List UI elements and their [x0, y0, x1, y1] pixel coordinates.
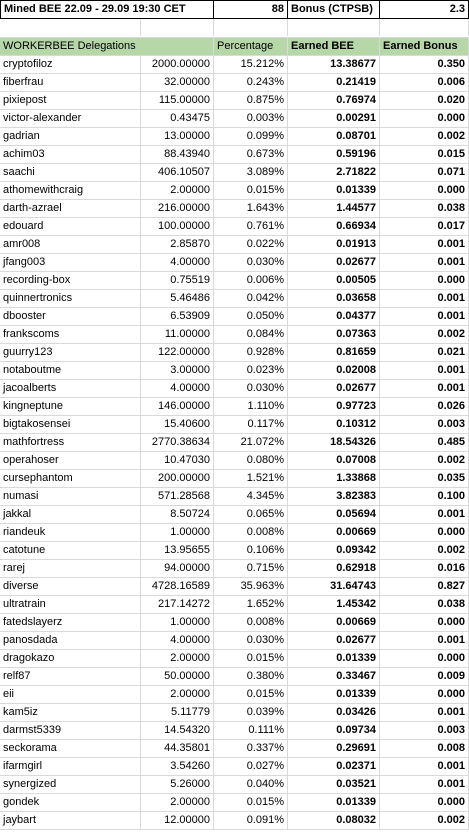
earned-bee-cell[interactable]: 0.97723	[288, 398, 380, 415]
delegator-name-cell[interactable]: ifarmgirl	[0, 758, 141, 775]
earned-bonus-cell[interactable]: 0.000	[380, 614, 469, 631]
earned-bee-cell[interactable]: 1.44577	[288, 200, 380, 217]
table-row	[0, 452, 469, 470]
table-row	[0, 614, 469, 632]
delegation-amount-cell[interactable]: 2.85870	[141, 236, 214, 253]
delegator-name-cell[interactable]: notaboutme	[0, 362, 141, 379]
delegator-name-cell[interactable]: pixiepost	[0, 92, 141, 109]
table-row	[0, 542, 469, 560]
header-percentage[interactable]: Percentage	[214, 38, 288, 55]
table-row	[0, 200, 469, 218]
earned-bonus-cell[interactable]: 0.026	[380, 398, 469, 415]
earned-bonus-cell[interactable]: 0.009	[380, 668, 469, 685]
earned-bonus-cell[interactable]: 0.021	[380, 344, 469, 361]
earned-bee-cell[interactable]: 0.08701	[288, 128, 380, 145]
table-row	[0, 128, 469, 146]
delegation-amount-cell[interactable]: 5.26000	[141, 776, 214, 793]
earned-bonus-cell[interactable]: 0.350	[380, 56, 469, 73]
table-row	[0, 488, 469, 506]
delegation-amount-cell[interactable]: 13.00000	[141, 128, 214, 145]
delegation-amount-cell[interactable]: 50.00000	[141, 668, 214, 685]
delegator-name-cell[interactable]: operahoser	[0, 452, 141, 469]
delegator-name-cell[interactable]: panosdada	[0, 632, 141, 649]
earned-bee-cell[interactable]: 0.03658	[288, 290, 380, 307]
earned-bee-cell[interactable]: 0.10312	[288, 416, 380, 433]
percentage-cell[interactable]: 1.643%	[214, 200, 288, 217]
delegation-amount-cell[interactable]: 2770.38634	[141, 434, 214, 451]
empty-cell[interactable]	[288, 19, 380, 36]
table-row	[0, 74, 469, 92]
percentage-cell[interactable]: 0.015%	[214, 650, 288, 667]
delegation-amount-cell[interactable]: 2.00000	[141, 794, 214, 811]
delegator-name-cell[interactable]: gadrian	[0, 128, 141, 145]
table-row	[0, 344, 469, 362]
percentage-cell[interactable]: 0.715%	[214, 560, 288, 577]
table-row	[0, 398, 469, 416]
earned-bonus-cell[interactable]: 0.015	[380, 146, 469, 163]
earned-bee-cell[interactable]: 3.82383	[288, 488, 380, 505]
delegation-amount-cell[interactable]: 2000.00000	[141, 56, 214, 73]
delegation-amount-cell[interactable]: 88.43940	[141, 146, 214, 163]
earned-bonus-cell[interactable]: 0.002	[380, 128, 469, 145]
earned-bee-cell[interactable]: 0.02677	[288, 632, 380, 649]
percentage-cell[interactable]: 0.022%	[214, 236, 288, 253]
delegation-amount-cell[interactable]: 5.11779	[141, 704, 214, 721]
table-row	[0, 686, 469, 704]
earned-bee-cell[interactable]: 1.45342	[288, 596, 380, 613]
earned-bee-cell[interactable]: 1.33868	[288, 470, 380, 487]
delegation-amount-cell[interactable]: 15.40600	[141, 416, 214, 433]
earned-bee-cell[interactable]: 0.08032	[288, 812, 380, 829]
earned-bonus-cell[interactable]: 0.001	[380, 308, 469, 325]
delegation-amount-cell[interactable]: 406.10507	[141, 164, 214, 181]
percentage-cell[interactable]: 21.072%	[214, 434, 288, 451]
delegation-amount-cell[interactable]: 32.00000	[141, 74, 214, 91]
table-row	[0, 758, 469, 776]
earned-bonus-cell[interactable]: 0.001	[380, 704, 469, 721]
percentage-cell[interactable]: 0.875%	[214, 92, 288, 109]
earned-bee-cell[interactable]: 0.29691	[288, 740, 380, 757]
delegation-amount-cell[interactable]: 14.54320	[141, 722, 214, 739]
percentage-cell[interactable]: 0.008%	[214, 524, 288, 541]
delegator-name-cell[interactable]: dragokazo	[0, 650, 141, 667]
delegator-name-cell[interactable]: jfang003	[0, 254, 141, 271]
delegator-name-cell[interactable]: relf87	[0, 668, 141, 685]
table-row	[0, 524, 469, 542]
percentage-cell[interactable]: 0.065%	[214, 506, 288, 523]
table-row	[0, 326, 469, 344]
table-row	[0, 722, 469, 740]
earned-bonus-cell[interactable]: 0.827	[380, 578, 469, 595]
delegator-name-cell[interactable]: guurry123	[0, 344, 141, 361]
earned-bonus-cell[interactable]: 0.000	[380, 110, 469, 127]
percentage-cell[interactable]: 0.111%	[214, 722, 288, 739]
earned-bonus-cell[interactable]: 0.001	[380, 632, 469, 649]
earned-bee-cell[interactable]: 0.02677	[288, 380, 380, 397]
delegator-name-cell[interactable]: kingneptune	[0, 398, 141, 415]
table-row	[0, 632, 469, 650]
earned-bonus-cell[interactable]: 0.100	[380, 488, 469, 505]
delegator-name-cell[interactable]: kam5iz	[0, 704, 141, 721]
earned-bee-cell[interactable]: 0.04377	[288, 308, 380, 325]
earned-bonus-cell[interactable]: 0.003	[380, 722, 469, 739]
delegation-amount-cell[interactable]: 4.00000	[141, 632, 214, 649]
earned-bee-cell[interactable]: 0.01913	[288, 236, 380, 253]
bonus-label-cell[interactable]: Bonus (CTPSB)	[288, 1, 380, 18]
earned-bee-cell[interactable]: 0.76974	[288, 92, 380, 109]
delegator-name-cell[interactable]: achim03	[0, 146, 141, 163]
earned-bee-cell[interactable]: 31.64743	[288, 578, 380, 595]
percentage-cell[interactable]: 0.673%	[214, 146, 288, 163]
earned-bee-cell[interactable]: 0.07363	[288, 326, 380, 343]
bonus-value-cell[interactable]: 2.3	[380, 1, 469, 18]
earned-bee-cell[interactable]: 0.81659	[288, 344, 380, 361]
delegation-amount-cell[interactable]: 5.46486	[141, 290, 214, 307]
earned-bonus-cell[interactable]: 0.001	[380, 758, 469, 775]
earned-bonus-cell[interactable]: 0.038	[380, 200, 469, 217]
earned-bonus-cell[interactable]: 0.001	[380, 506, 469, 523]
delegation-amount-cell[interactable]: 217.14272	[141, 596, 214, 613]
empty-cell[interactable]	[141, 19, 214, 36]
earned-bee-cell[interactable]: 0.59196	[288, 146, 380, 163]
percentage-cell[interactable]: 0.006%	[214, 272, 288, 289]
delegation-amount-cell[interactable]: 6.53909	[141, 308, 214, 325]
table-row	[0, 146, 469, 164]
percentage-cell[interactable]: 0.050%	[214, 308, 288, 325]
earned-bee-cell[interactable]: 0.03426	[288, 704, 380, 721]
earned-bee-cell[interactable]: 0.05694	[288, 506, 380, 523]
delegation-amount-cell[interactable]: 0.75519	[141, 272, 214, 289]
delegation-amount-cell[interactable]: 13.95655	[141, 542, 214, 559]
delegator-name-cell[interactable]: catotune	[0, 542, 141, 559]
percentage-cell[interactable]: 0.015%	[214, 686, 288, 703]
delegator-name-cell[interactable]: saachi	[0, 164, 141, 181]
delegator-name-cell[interactable]: edouard	[0, 218, 141, 235]
table-row	[0, 164, 469, 182]
delegation-amount-cell[interactable]: 1.00000	[141, 524, 214, 541]
delegator-name-cell[interactable]: darmst5339	[0, 722, 141, 739]
table-row	[0, 218, 469, 236]
table-row	[0, 776, 469, 794]
percentage-cell[interactable]: 0.030%	[214, 254, 288, 271]
table-row	[0, 434, 469, 452]
table-row	[0, 308, 469, 326]
percentage-cell[interactable]: 0.040%	[214, 776, 288, 793]
percentage-cell[interactable]: 0.030%	[214, 632, 288, 649]
delegation-amount-cell[interactable]: 10.47030	[141, 452, 214, 469]
earned-bee-cell[interactable]: 2.71822	[288, 164, 380, 181]
delegator-name-cell[interactable]: cryptofiloz	[0, 56, 141, 73]
earned-bonus-cell[interactable]: 0.071	[380, 164, 469, 181]
percentage-cell[interactable]: 1.110%	[214, 398, 288, 415]
delegator-name-cell[interactable]: synergized	[0, 776, 141, 793]
table-row	[0, 254, 469, 272]
percentage-cell[interactable]: 0.084%	[214, 326, 288, 343]
percentage-cell[interactable]: 1.652%	[214, 596, 288, 613]
table-row	[0, 236, 469, 254]
delegation-amount-cell[interactable]: 100.00000	[141, 218, 214, 235]
earned-bonus-cell[interactable]: 0.001	[380, 380, 469, 397]
delegation-amount-cell[interactable]: 8.50724	[141, 506, 214, 523]
earned-bonus-cell[interactable]: 0.001	[380, 254, 469, 271]
earned-bee-cell[interactable]: 0.01339	[288, 794, 380, 811]
table-row	[0, 506, 469, 524]
earned-bonus-cell[interactable]: 0.006	[380, 74, 469, 91]
earned-bonus-cell[interactable]: 0.485	[380, 434, 469, 451]
percentage-cell[interactable]: 0.027%	[214, 758, 288, 775]
earned-bee-cell[interactable]: 0.02677	[288, 254, 380, 271]
table-row	[0, 794, 469, 812]
delegation-amount-cell[interactable]: 3.54260	[141, 758, 214, 775]
delegator-name-cell[interactable]: dbooster	[0, 308, 141, 325]
earned-bonus-cell[interactable]: 0.020	[380, 92, 469, 109]
earned-bonus-cell[interactable]: 0.000	[380, 182, 469, 199]
table-row	[0, 596, 469, 614]
earned-bonus-cell[interactable]: 0.002	[380, 326, 469, 343]
delegator-name-cell[interactable]: darth-azrael	[0, 200, 141, 217]
percentage-cell[interactable]: 4.345%	[214, 488, 288, 505]
earned-bonus-cell[interactable]: 0.002	[380, 812, 469, 829]
delegation-amount-cell[interactable]: 216.00000	[141, 200, 214, 217]
delegation-amount-cell[interactable]: 2.00000	[141, 686, 214, 703]
table-row	[0, 560, 469, 578]
delegator-name-cell[interactable]: fatedslayerz	[0, 614, 141, 631]
delegator-name-cell[interactable]: rarej	[0, 560, 141, 577]
delegator-name-cell[interactable]: jaybart	[0, 812, 141, 829]
delegation-amount-cell[interactable]: 200.00000	[141, 470, 214, 487]
earned-bee-cell[interactable]: 0.07008	[288, 452, 380, 469]
delegation-amount-cell[interactable]: 44.35801	[141, 740, 214, 757]
percentage-cell[interactable]: 0.091%	[214, 812, 288, 829]
earned-bonus-cell[interactable]: 0.000	[380, 524, 469, 541]
delegator-name-cell[interactable]: eii	[0, 686, 141, 703]
table-row	[0, 650, 469, 668]
percentage-cell[interactable]: 0.099%	[214, 128, 288, 145]
table-row	[0, 56, 469, 74]
percentage-cell[interactable]: 0.023%	[214, 362, 288, 379]
delegator-name-cell[interactable]: mathfortress	[0, 434, 141, 451]
mined-title-cell[interactable]: Mined BEE 22.09 - 29.09 19:30 CET	[0, 1, 214, 18]
earned-bonus-cell[interactable]: 0.038	[380, 596, 469, 613]
table-row	[0, 110, 469, 128]
earned-bee-cell[interactable]: 0.01339	[288, 650, 380, 667]
delegation-amount-cell[interactable]: 94.00000	[141, 560, 214, 577]
earned-bonus-cell[interactable]: 0.000	[380, 794, 469, 811]
percentage-cell[interactable]: 0.015%	[214, 794, 288, 811]
table-row	[0, 578, 469, 596]
earned-bee-cell[interactable]: 0.02008	[288, 362, 380, 379]
earned-bee-cell[interactable]: 0.00669	[288, 614, 380, 631]
delegator-name-cell[interactable]: diverse	[0, 578, 141, 595]
empty-cell[interactable]	[0, 19, 141, 36]
summary-row	[0, 0, 469, 19]
earned-bonus-cell[interactable]: 0.001	[380, 362, 469, 379]
delegator-name-cell[interactable]: recording-box	[0, 272, 141, 289]
earned-bonus-cell[interactable]: 0.002	[380, 452, 469, 469]
earned-bee-cell[interactable]: 0.03521	[288, 776, 380, 793]
earned-bonus-cell[interactable]: 0.001	[380, 776, 469, 793]
percentage-cell[interactable]: 0.008%	[214, 614, 288, 631]
delegator-name-cell[interactable]: amr008	[0, 236, 141, 253]
earned-bonus-cell[interactable]: 0.000	[380, 272, 469, 289]
earned-bee-cell[interactable]: 0.00669	[288, 524, 380, 541]
delegation-amount-cell[interactable]: 571.28568	[141, 488, 214, 505]
table-row	[0, 272, 469, 290]
earned-bee-cell[interactable]: 0.21419	[288, 74, 380, 91]
empty-row	[0, 19, 469, 38]
earned-bonus-cell[interactable]: 0.008	[380, 740, 469, 757]
percentage-cell[interactable]: 3.089%	[214, 164, 288, 181]
table-row	[0, 290, 469, 308]
delegator-name-cell[interactable]: jakkal	[0, 506, 141, 523]
earned-bonus-cell[interactable]: 0.035	[380, 470, 469, 487]
earned-bonus-cell[interactable]: 0.016	[380, 560, 469, 577]
earned-bee-cell[interactable]: 0.33467	[288, 668, 380, 685]
delegator-name-cell[interactable]: seckorama	[0, 740, 141, 757]
percentage-cell[interactable]: 0.337%	[214, 740, 288, 757]
earned-bonus-cell[interactable]: 0.000	[380, 686, 469, 703]
delegation-amount-cell[interactable]: 4.00000	[141, 380, 214, 397]
table-row	[0, 92, 469, 110]
table-row	[0, 704, 469, 722]
table-row	[0, 812, 469, 830]
delegator-name-cell[interactable]: numasi	[0, 488, 141, 505]
delegator-name-cell[interactable]: bigtakosensei	[0, 416, 141, 433]
delegation-amount-cell[interactable]: 3.00000	[141, 362, 214, 379]
earned-bee-cell[interactable]: 0.62918	[288, 560, 380, 577]
delegator-name-cell[interactable]: frankscoms	[0, 326, 141, 343]
earned-bee-cell[interactable]: 18.54326	[288, 434, 380, 451]
earned-bee-cell[interactable]: 0.66934	[288, 218, 380, 235]
earned-bonus-cell[interactable]: 0.002	[380, 542, 469, 559]
percentage-cell[interactable]: 0.117%	[214, 416, 288, 433]
earned-bonus-cell[interactable]: 0.017	[380, 218, 469, 235]
header-earned-bee[interactable]: Earned BEE	[288, 38, 380, 55]
delegator-name-cell[interactable]: ultratrain	[0, 596, 141, 613]
percentage-cell[interactable]: 0.030%	[214, 380, 288, 397]
header-delegations[interactable]: WORKERBEE Delegations	[0, 38, 214, 55]
empty-cell[interactable]	[214, 19, 288, 36]
delegator-name-cell[interactable]: jacoalberts	[0, 380, 141, 397]
delegation-amount-cell[interactable]: 0.43475	[141, 110, 214, 127]
delegation-amount-cell[interactable]: 4.00000	[141, 254, 214, 271]
header-earned-bonus[interactable]: Earned Bonus	[380, 38, 469, 55]
earned-bee-cell[interactable]: 0.01339	[288, 686, 380, 703]
earned-bee-cell[interactable]: 0.00505	[288, 272, 380, 289]
percentage-cell[interactable]: 0.243%	[214, 74, 288, 91]
percentage-cell[interactable]: 1.521%	[214, 470, 288, 487]
earned-bonus-cell[interactable]: 0.001	[380, 236, 469, 253]
delegation-amount-cell[interactable]: 2.00000	[141, 182, 214, 199]
percentage-cell[interactable]: 0.042%	[214, 290, 288, 307]
table-row	[0, 740, 469, 758]
percentage-cell[interactable]: 15.212%	[214, 56, 288, 73]
earned-bee-cell[interactable]: 0.02371	[288, 758, 380, 775]
earned-bee-cell[interactable]: 13.38677	[288, 56, 380, 73]
delegation-amount-cell[interactable]: 11.00000	[141, 326, 214, 343]
delegator-name-cell[interactable]: cursephantom	[0, 470, 141, 487]
percentage-cell[interactable]: 35.963%	[214, 578, 288, 595]
table-row	[0, 380, 469, 398]
percentage-cell[interactable]: 0.080%	[214, 452, 288, 469]
delegator-name-cell[interactable]: victor-alexander	[0, 110, 141, 127]
table-row	[0, 668, 469, 686]
earned-bee-cell[interactable]: 0.00291	[288, 110, 380, 127]
table-row	[0, 362, 469, 380]
mined-value-cell[interactable]: 88	[214, 1, 288, 18]
empty-cell[interactable]	[380, 19, 469, 36]
delegation-amount-cell[interactable]: 115.00000	[141, 92, 214, 109]
table-body	[0, 56, 469, 830]
percentage-cell[interactable]: 0.106%	[214, 542, 288, 559]
earned-bonus-cell[interactable]: 0.003	[380, 416, 469, 433]
delegation-amount-cell[interactable]: 1.00000	[141, 614, 214, 631]
delegator-name-cell[interactable]: athomewithcraig	[0, 182, 141, 199]
percentage-cell[interactable]: 0.039%	[214, 704, 288, 721]
earned-bee-cell[interactable]: 0.01339	[288, 182, 380, 199]
percentage-cell[interactable]: 0.003%	[214, 110, 288, 127]
percentage-cell[interactable]: 0.928%	[214, 344, 288, 361]
delegation-amount-cell[interactable]: 4728.16589	[141, 578, 214, 595]
delegator-name-cell[interactable]: quinnertronics	[0, 290, 141, 307]
delegator-name-cell[interactable]: riandeuk	[0, 524, 141, 541]
delegation-amount-cell[interactable]: 12.00000	[141, 812, 214, 829]
delegation-amount-cell[interactable]: 2.00000	[141, 650, 214, 667]
percentage-cell[interactable]: 0.761%	[214, 218, 288, 235]
table-header-row	[0, 38, 469, 56]
table-row	[0, 416, 469, 434]
table-row	[0, 182, 469, 200]
delegation-amount-cell[interactable]: 122.00000	[141, 344, 214, 361]
earned-bonus-cell[interactable]: 0.001	[380, 290, 469, 307]
delegator-name-cell[interactable]: gondek	[0, 794, 141, 811]
earned-bee-cell[interactable]: 0.09734	[288, 722, 380, 739]
earned-bonus-cell[interactable]: 0.000	[380, 650, 469, 667]
delegator-name-cell[interactable]: fiberfrau	[0, 74, 141, 91]
percentage-cell[interactable]: 0.380%	[214, 668, 288, 685]
percentage-cell[interactable]: 0.015%	[214, 182, 288, 199]
delegation-amount-cell[interactable]: 146.00000	[141, 398, 214, 415]
earned-bee-cell[interactable]: 0.09342	[288, 542, 380, 559]
table-row	[0, 470, 469, 488]
